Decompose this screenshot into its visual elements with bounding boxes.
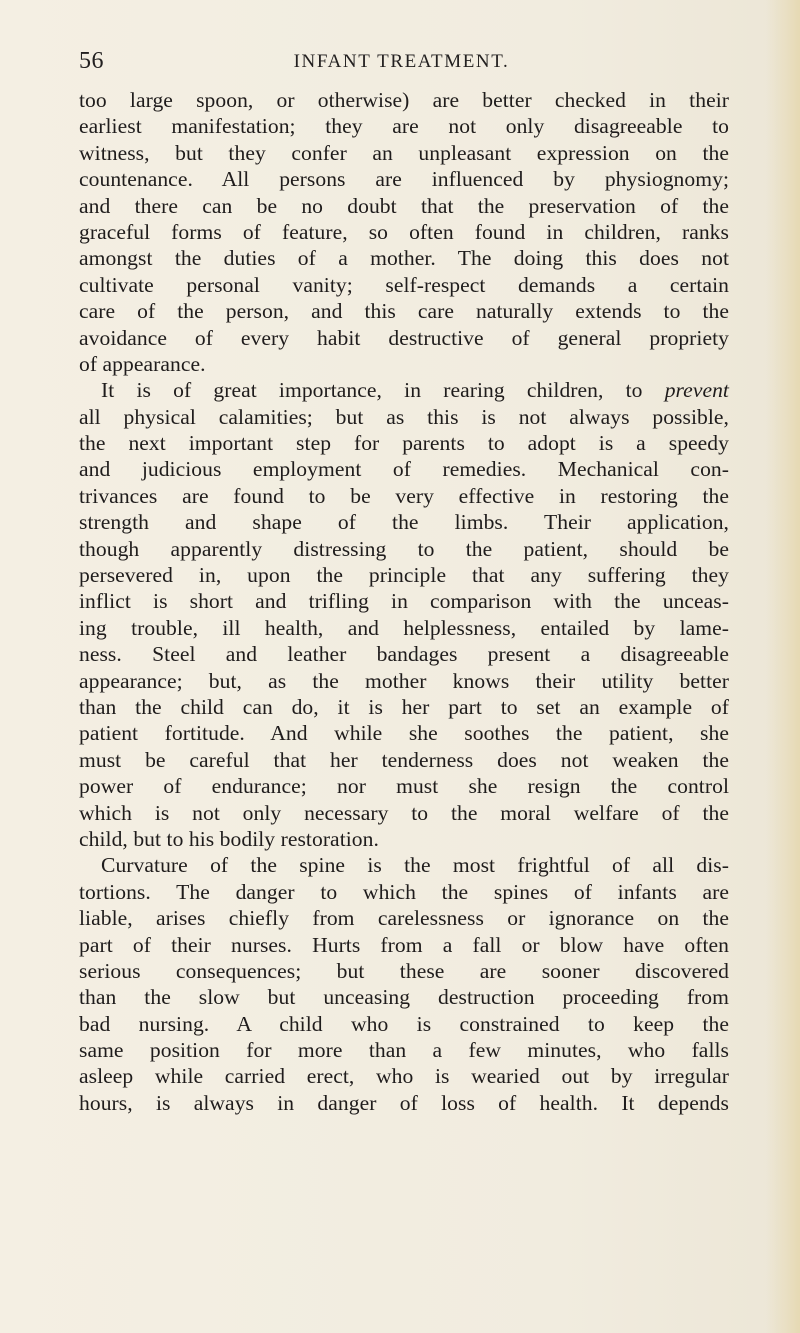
text-line: witness, but they confer an unpleasant expression on the xyxy=(79,140,729,165)
text-line: ness. Steel and leather bandages present a disagreeable xyxy=(79,642,729,667)
text-line: countenance. All persons are influenced by physiognomy; xyxy=(79,167,729,192)
text-line: graceful forms of feature, so often found in children, ranks xyxy=(79,219,729,244)
text-line: liable, arises chiefly from carelessness or ignorance on the xyxy=(79,906,729,931)
text-line: avoidance of every habit destructive of general propriety xyxy=(79,325,729,350)
text-line: the next important step for parents to adopt is a speedy xyxy=(79,431,729,456)
text-line: too large spoon, or otherwise) are better checked in their xyxy=(79,88,729,112)
text-line: earliest manifestation; they are not only disagreeable to xyxy=(79,114,729,139)
page-edge-shading xyxy=(766,0,800,1333)
text-line: part of their nurses. Hurts from a fall or blow have often xyxy=(79,932,729,957)
text-line: though apparently distressing to the patient, should be xyxy=(79,536,729,561)
text-line: serious consequences; but these are sooner discovered xyxy=(79,958,729,983)
text-line: hours, is always in danger of loss of health. It depends xyxy=(79,1090,729,1115)
italic-word: prevent xyxy=(664,378,729,403)
text-line-with-italic xyxy=(79,377,729,403)
text-line: appearance; but, as the mother knows their utility better xyxy=(79,668,729,693)
text-line: persevered in, upon the principle that any suffering they xyxy=(79,563,729,588)
text-line: asleep while carried erect, who is wearied out by irregular xyxy=(79,1064,729,1089)
text-line: Curvature of the spine is the most frightful of all dis- xyxy=(101,853,729,878)
text-line: strength and shape of the limbs. Their application, xyxy=(79,510,729,535)
text-line: all physical calamities; but as this is not always possible, xyxy=(79,404,729,429)
text-line: inflict is short and trifling in comparison with the unceas- xyxy=(79,589,729,614)
text-line: ing trouble, ill health, and helplessness, entailed by lame- xyxy=(79,615,729,640)
chapter-title: INFANT TREATMENT. xyxy=(293,51,510,72)
text-line: care of the person, and this care naturally extends to the xyxy=(79,299,729,324)
text-line: bad nursing. A child who is constrained to keep the xyxy=(79,1011,729,1036)
text-fragment: It is of great importance, in rearing children, to xyxy=(101,378,665,403)
running-head xyxy=(79,48,724,78)
text-line: amongst the duties of a mother. The doing this does not xyxy=(79,246,729,271)
text-line: and there can be no doubt that the preservation of the xyxy=(79,193,729,218)
text-line: patient fortitude. And while she soothes the patient, she xyxy=(79,721,729,746)
text-line: which is not only necessary to the moral welfare of the xyxy=(79,800,729,825)
text-line: trivances are found to be very effective in restoring the xyxy=(79,483,729,508)
text-line: child, but to his bodily restoration. xyxy=(79,826,379,851)
text-line: than the child can do, it is her part to set an example of xyxy=(79,694,729,719)
text-line: power of endurance; nor must she resign the control xyxy=(79,774,729,799)
body-text xyxy=(79,87,729,1116)
text-line: and judicious employment of remedies. Mechanical con- xyxy=(79,457,729,482)
text-line: same position for more than a few minutes, who falls xyxy=(79,1038,729,1063)
text-line: must be careful that her tenderness does not weaken the xyxy=(79,747,729,772)
text-line: tortions. The danger to which the spines of infants are xyxy=(79,879,729,904)
text-line: of appearance. xyxy=(79,351,206,376)
text-line: than the slow but unceasing destruction proceeding from xyxy=(79,985,729,1010)
page-number: 56 xyxy=(79,48,104,74)
text-line: cultivate personal vanity; self-respect demands a certain xyxy=(79,272,729,297)
